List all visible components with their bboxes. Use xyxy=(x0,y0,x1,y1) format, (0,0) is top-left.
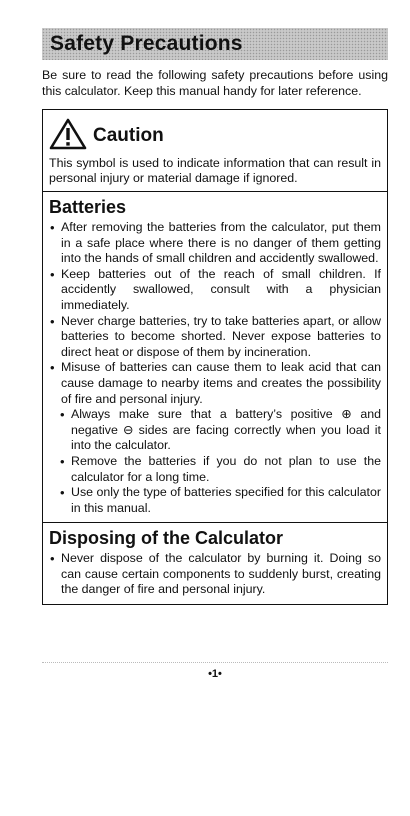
warning-triangle-icon xyxy=(49,118,87,150)
batteries-sublist xyxy=(49,407,381,516)
list-item: • Never charge batteries, try to take batteries apart, or allow batteries to become shorted. Never expose batteries to direct heat or dispose of them by incineration. xyxy=(49,314,381,361)
safety-page xyxy=(42,28,388,605)
sub-list-item: • Use only the type of batteries specified for this calculator in this manual. xyxy=(49,485,381,516)
disposing-heading: Disposing of the Calculator xyxy=(49,528,284,549)
list-item: • After removing the batteries from the calculator, put them in a safe place where there is no danger of them getting into the hands of small children and accidently swallowed. xyxy=(49,220,381,267)
page-title: Safety Precautions xyxy=(50,32,243,55)
list-item: • Misuse of batteries can cause them to leak acid that can cause damage to nearby items and creates the possibility of fire and personal injury. xyxy=(49,360,381,407)
caution-text: This symbol is used to indicate information that can result in personal injury or material damage if ignored. xyxy=(49,156,381,185)
title-bar xyxy=(42,28,388,60)
disposing-list xyxy=(49,551,381,598)
page-number: •1• xyxy=(208,668,222,680)
list-item: • Keep batteries out of the reach of small children. If accidently swallowed, consult with a physician immediately. xyxy=(49,267,381,314)
sub-list-item: • Always make sure that a battery’s positive ⊕ and negative ⊖ sides are facing correctly when you load it into the calculator. xyxy=(49,407,381,454)
batteries-list xyxy=(49,220,381,407)
safety-box xyxy=(42,109,388,605)
list-item: • Never dispose of the calculator by burning it. Doing so can cause certain components to suddenly burst, creating the danger of fire and personal injury. xyxy=(49,551,381,598)
caution-header xyxy=(49,116,381,150)
caution-title: Caution xyxy=(93,125,164,146)
batteries-section xyxy=(43,192,387,522)
batteries-heading: Batteries xyxy=(49,197,127,217)
disposing-section xyxy=(43,522,387,604)
caution-panel xyxy=(43,110,387,192)
sub-list-item: • Remove the batteries if you do not plan to use the calculator for a long time. xyxy=(49,454,381,485)
footer-divider xyxy=(42,662,388,663)
intro-text: Be sure to read the following safety precautions before using this calculator. Keep this manual handy for later reference. xyxy=(42,68,388,98)
